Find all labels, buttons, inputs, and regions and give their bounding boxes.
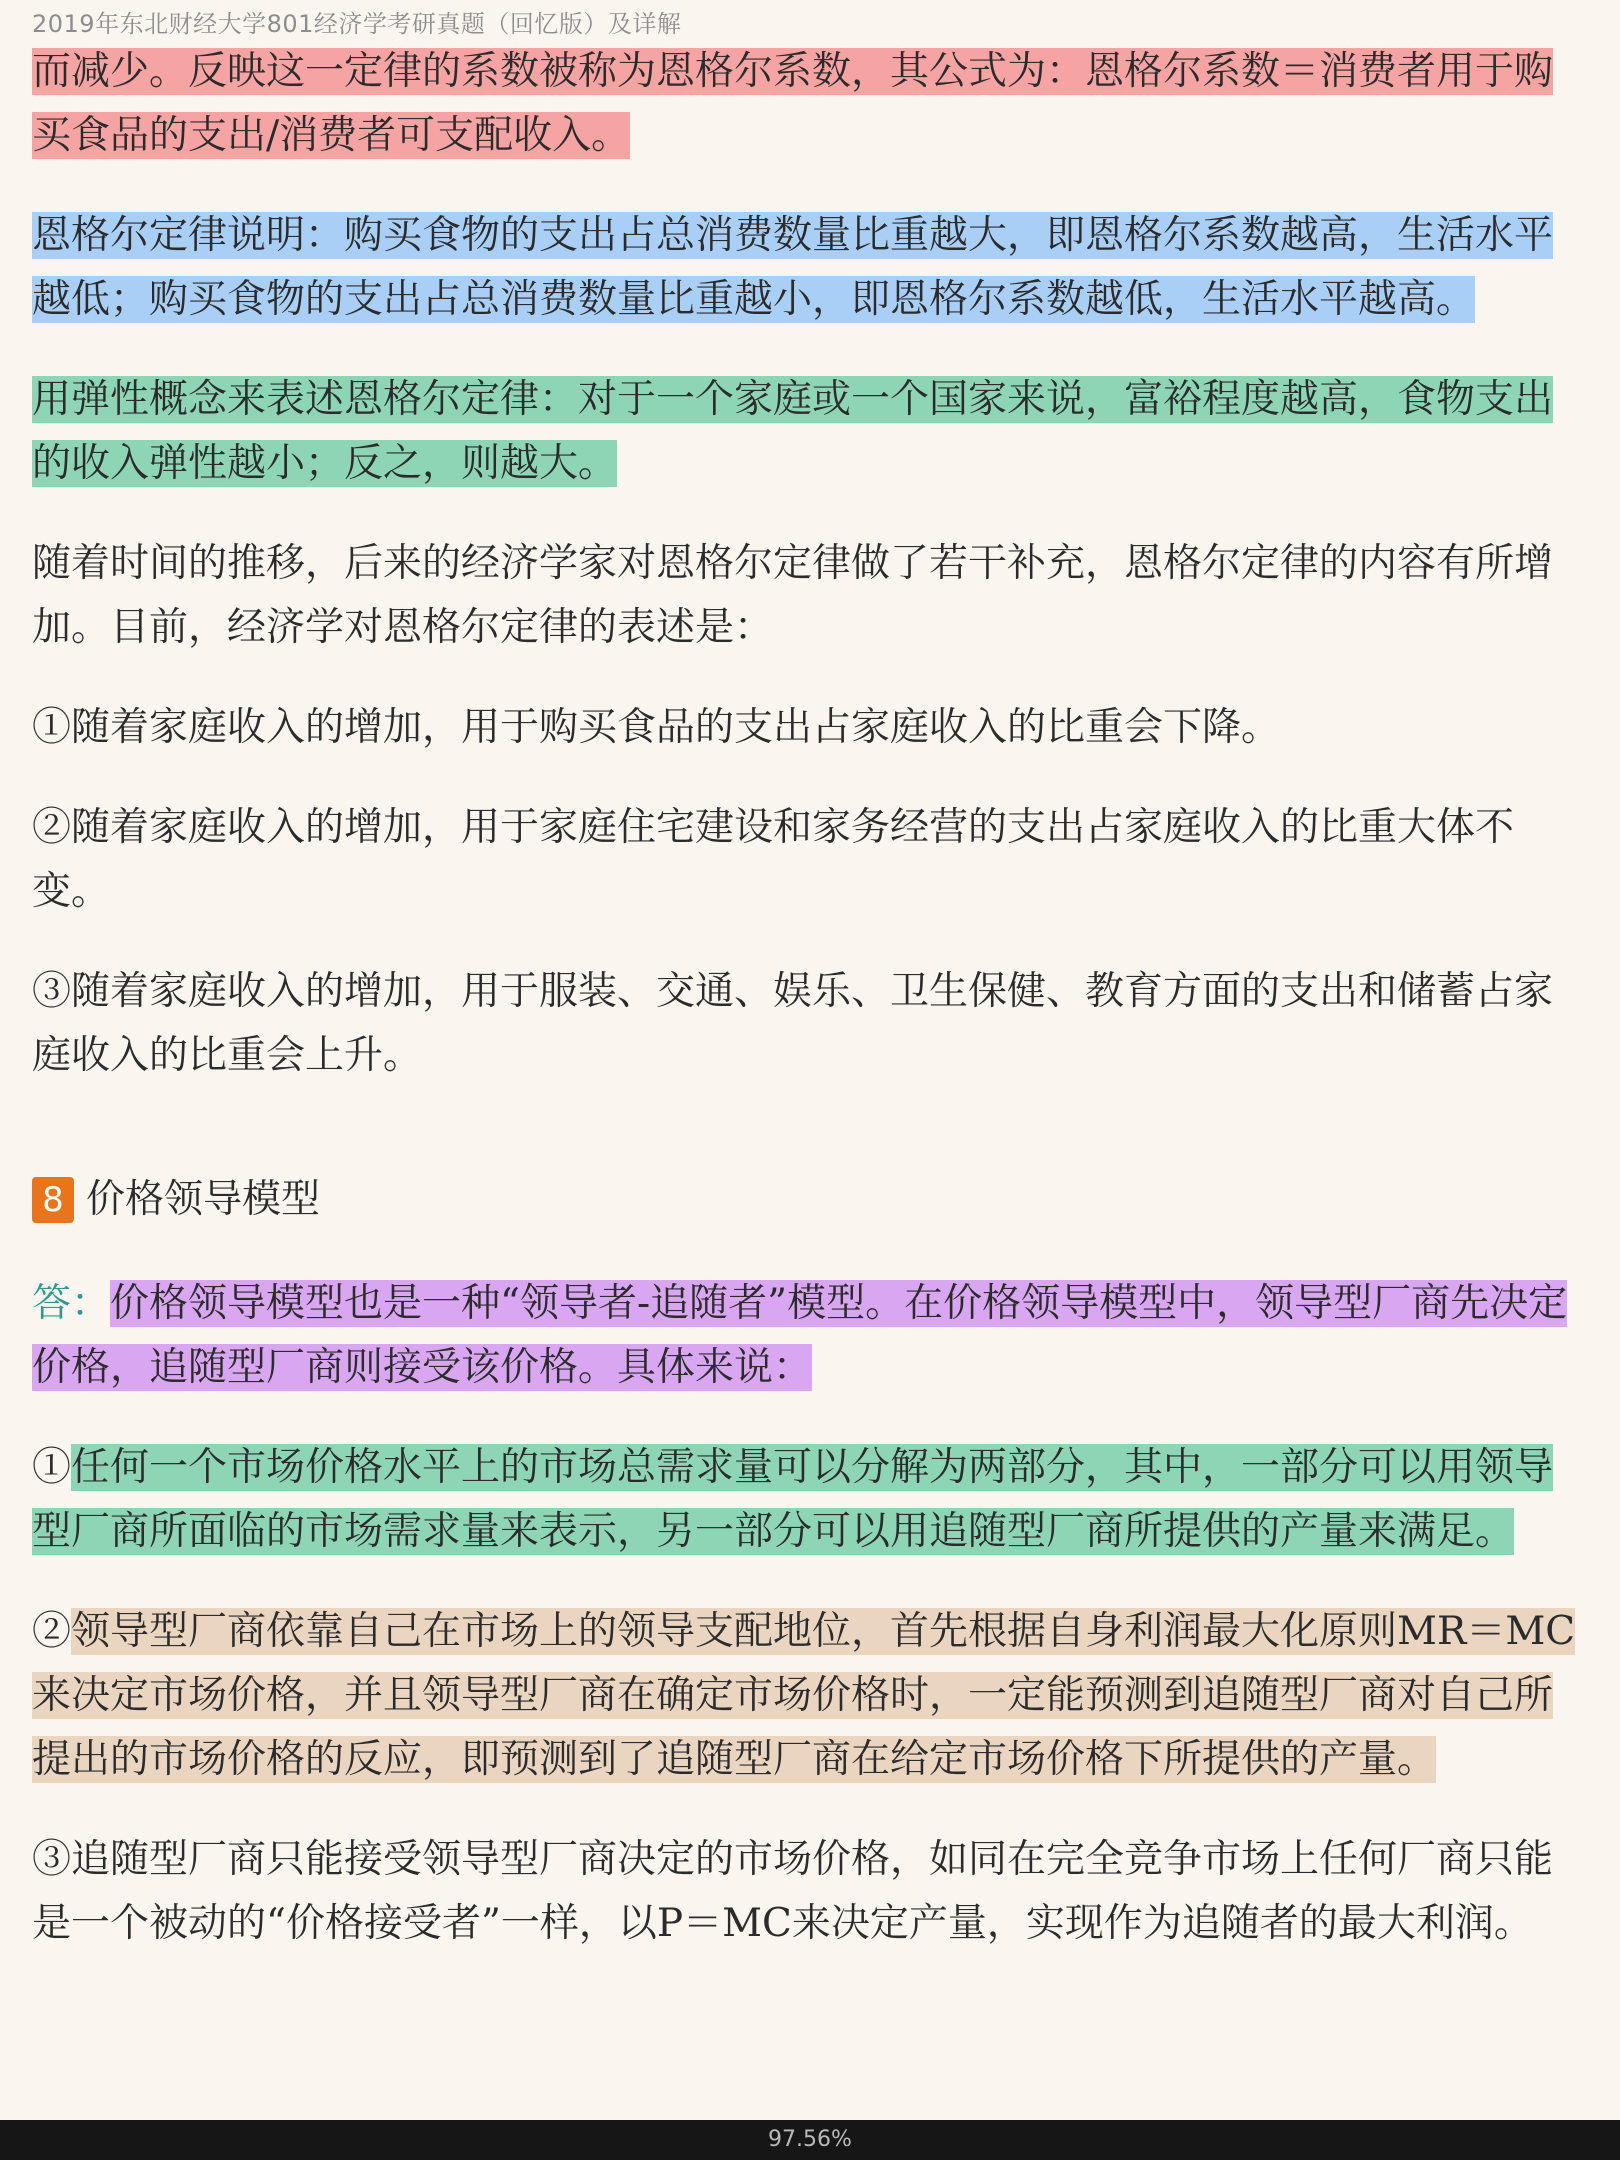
paragraph xyxy=(32,204,1580,332)
reading-progress-bar xyxy=(0,2120,1620,2160)
answer-paragraph xyxy=(32,1272,1580,1400)
section-title: 价格领导模型 xyxy=(86,1177,321,1222)
highlight-tan: 领导型厂商依靠自己在市场上的领导支配地位，首先根据自身利润最大化原则MR＝MC来决定市场价格，并且领导型厂商在确定市场价格时，一定能预测到追随型厂商对自己所提出的市场价格的反应，即预测到了追随型厂商在给定市场价格下所提供的产量。 xyxy=(32,1609,1576,1782)
list-item xyxy=(32,1600,1580,1792)
paragraph xyxy=(32,368,1580,496)
progress-percent: 97.56% xyxy=(768,2127,852,2152)
list-item: ②随着家庭收入的增加，用于家庭住宅建设和家务经营的支出占家庭收入的比重大体不变。 xyxy=(32,805,1515,914)
list-item: ①随着家庭收入的增加，用于购买食品的支出占家庭收入的比重会下降。 xyxy=(32,705,1281,750)
highlight-purple: 价格领导模型也是一种“领导者-追随者”模型。在价格领导模型中，领导型厂商先决定价格，追随型厂商则接受该价格。具体来说： xyxy=(32,1281,1568,1390)
highlight-red: 而减少。反映这一定律的系数被称为恩格尔系数，其公式为：恩格尔系数＝消费者用于购买食品的支出/消费者可支配收入。 xyxy=(32,49,1554,158)
document-content xyxy=(32,40,1580,1956)
list-item: ③随着家庭收入的增加，用于服装、交通、娱乐、卫生保健、教育方面的支出和储蓄占家庭收入的比重会上升。 xyxy=(32,969,1554,1078)
highlight-green: 用弹性概念来表述恩格尔定律：对于一个家庭或一个国家来说，富裕程度越高，食物支出的收入弹性越小；反之，则越大。 xyxy=(32,377,1554,486)
section-heading xyxy=(32,1168,1580,1232)
paragraph: 随着时间的推移，后来的经济学家对恩格尔定律做了若干补充，恩格尔定律的内容有所增加。目前，经济学对恩格尔定律的表述是： xyxy=(32,541,1554,650)
section-number-badge: 8 xyxy=(32,1177,74,1223)
paragraph xyxy=(32,40,1580,168)
list-item: ③追随型厂商只能接受领导型厂商决定的市场价格，如同在完全竞争市场上任何厂商只能是一个被动的“价格接受者”一样，以P＝MC来决定产量，实现作为追随者的最大利润。 xyxy=(32,1837,1554,1946)
list-item xyxy=(32,1436,1580,1564)
item-marker: ② xyxy=(32,1609,72,1654)
document-header: 2019年东北财经大学801经济学考研真题（回忆版）及详解 xyxy=(32,10,682,38)
highlight-blue: 恩格尔定律说明：购买食物的支出占总消费数量比重越大，即恩格尔系数越高，生活水平越低；购买食物的支出占总消费数量比重越小，即恩格尔系数越低，生活水平越高。 xyxy=(32,213,1554,322)
answer-label: 答： xyxy=(32,1281,111,1326)
item-marker: ① xyxy=(32,1445,72,1490)
highlight-green: 任何一个市场价格水平上的市场总需求量可以分解为两部分，其中，一部分可以用领导型厂商所面临的市场需求量来表示，另一部分可以用追随型厂商所提供的产量来满足。 xyxy=(32,1445,1554,1554)
